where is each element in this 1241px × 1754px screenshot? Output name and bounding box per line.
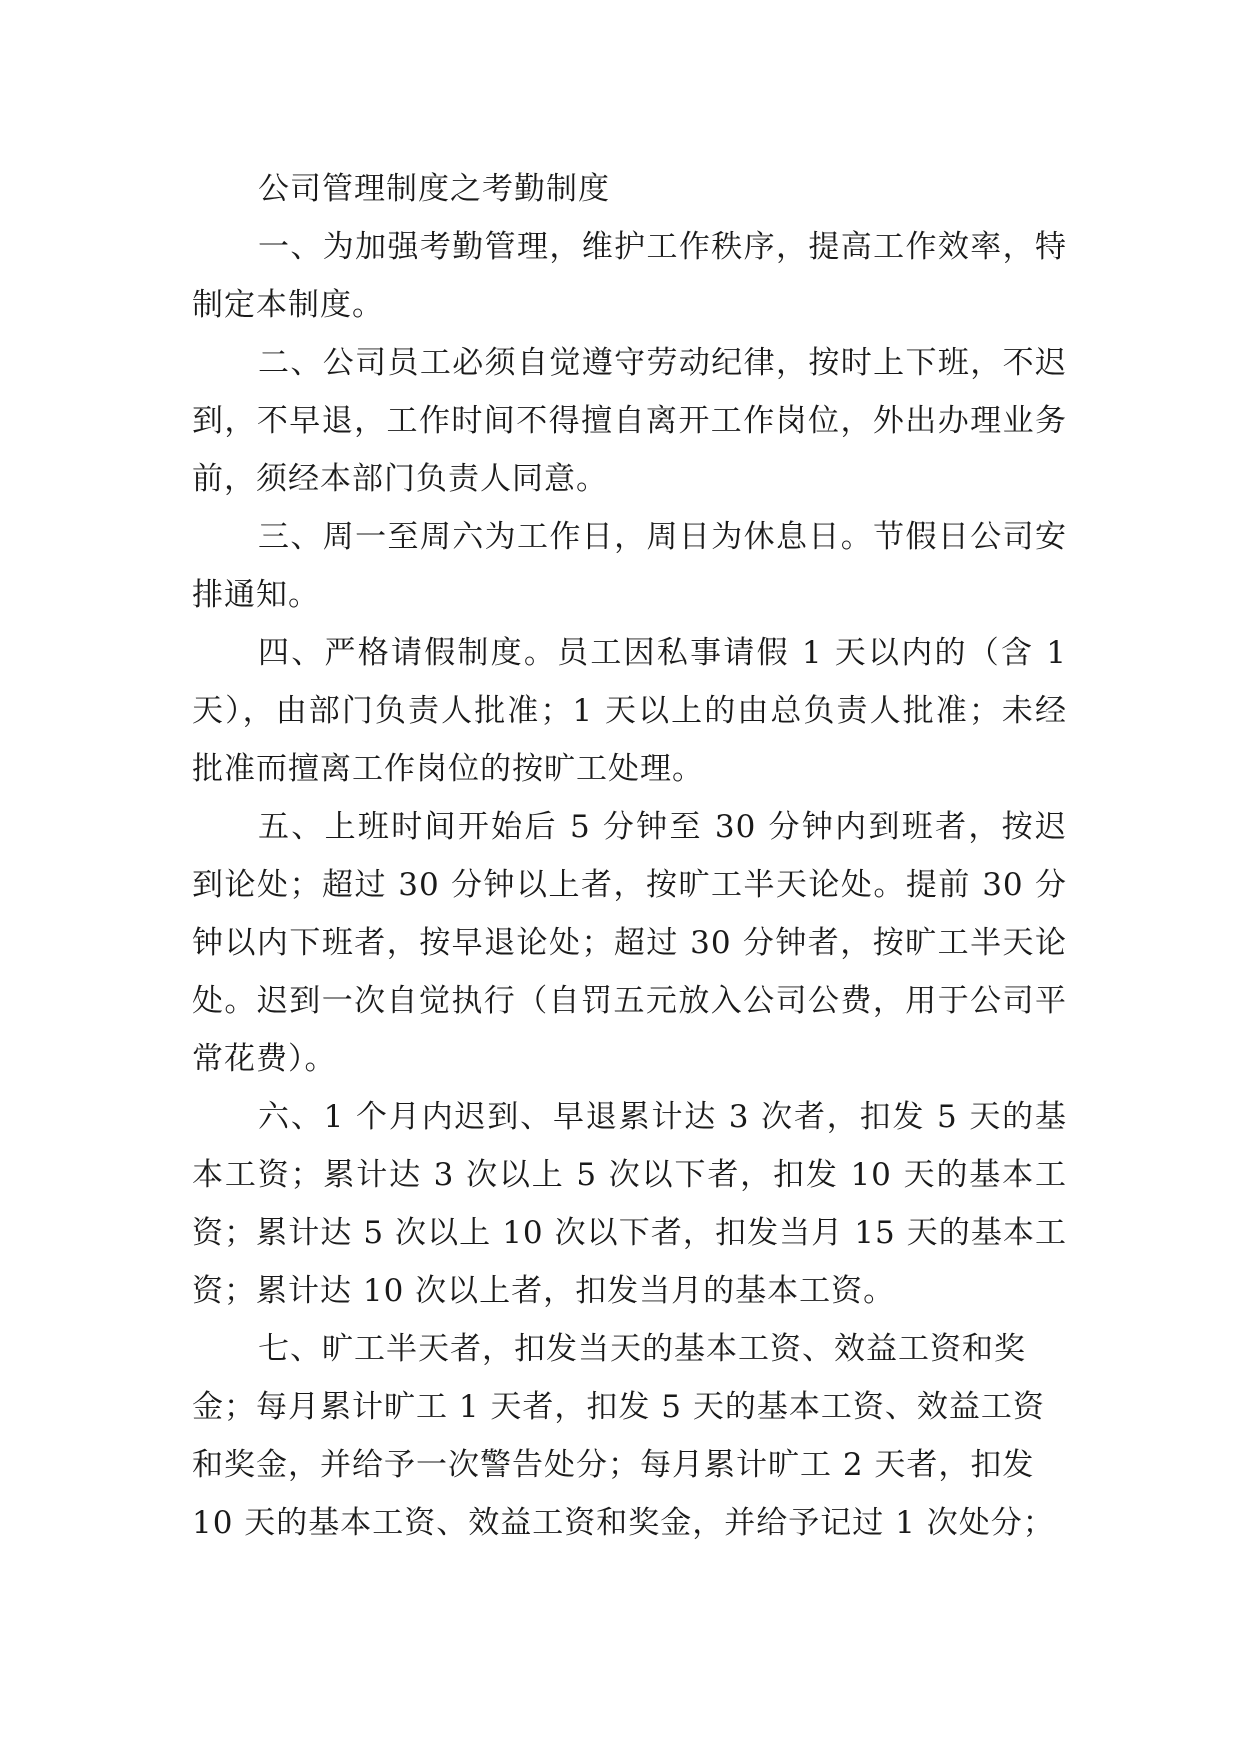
document-body [192, 160, 1067, 1552]
paragraph-6: 六、1 个月内迟到、早退累计达 3 次者，扣发 5 天的基本工资；累计达 3 次以上 5 次以下者，扣发 10 天的基本工资；累计达 5 次以上 10 次以下者，扣发当月 15 天的基本工资；累计达 10 次以上者，扣发当月的基本工资。 [192, 1099, 1067, 1309]
paragraph-7-line-1: 七、旷工半天者，扣发当天的基本工资、效益工资和奖 [258, 1331, 1026, 1367]
paragraph-5: 五、上班时间开始后 5 分钟至 30 分钟内到班者，按迟到论处；超过 30 分钟以上者，按旷工半天论处。提前 30 分钟以内下班者，按早退论处；超过 30 分钟者，按旷工半天论处。迟到一次自觉执行（自罚五元放入公司公费，用于公司平常花费）。 [192, 809, 1067, 1077]
paragraph-1: 一、为加强考勤管理，维护工作秩序，提高工作效率，特制定本制度。 [192, 229, 1067, 323]
paragraph-7 [192, 1320, 1067, 1552]
document-title: 公司管理制度之考勤制度 [258, 171, 610, 207]
paragraph-2: 二、公司员工必须自觉遵守劳动纪律，按时上下班，不迟到，不早退，工作时间不得擅自离开工作岗位，外出办理业务前，须经本部门负责人同意。 [192, 345, 1067, 497]
paragraph-7-line-4: 10 天的基本工资、效益工资和奖金，并给予记过 1 次处分； [192, 1505, 1055, 1541]
paragraph-7-line-3: 和奖金，并给予一次警告处分；每月累计旷工 2 天者，扣发 [192, 1447, 1035, 1483]
paragraph-3: 三、周一至周六为工作日，周日为休息日。节假日公司安排通知。 [192, 519, 1067, 613]
paragraph-7-line-2: 金；每月累计旷工 1 天者，扣发 5 天的基本工资、效益工资 [192, 1389, 1045, 1425]
paragraph-4: 四、严格请假制度。员工因私事请假 1 天以内的（含 1 天），由部门负责人批准；1 天以上的由总负责人批准；未经批准而擅离工作岗位的按旷工处理。 [192, 635, 1067, 787]
